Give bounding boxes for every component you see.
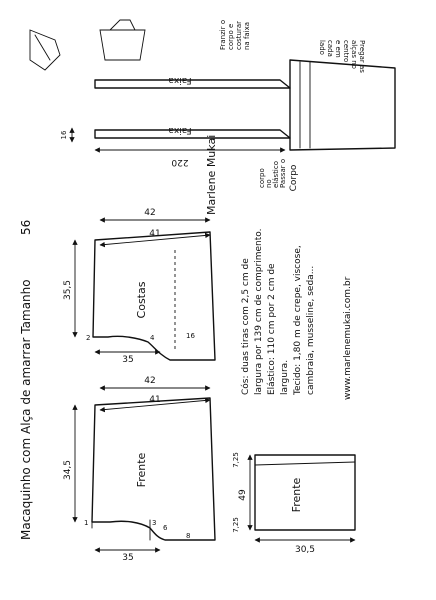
signature: Marlene Mukai [205, 134, 218, 215]
width-16: 16 [60, 130, 68, 140]
note-top-2: alças no [350, 40, 358, 69]
costas-crotch-small-2: 4 [150, 334, 155, 342]
note-top-6: lado [318, 40, 326, 55]
costas-side-top: 35,5 [63, 279, 73, 301]
pattern-title: Macaquinho com Alça de amarrar Tamanho [19, 279, 33, 540]
cos-side-left: 7,25 [232, 517, 240, 533]
costas-crotch-small-1: 2 [86, 334, 91, 342]
frente-side-top: 34,5 [63, 459, 73, 481]
costas-name: Costas [135, 281, 148, 319]
note-left-2: corpo e [227, 23, 235, 50]
cos-length: 49 [238, 489, 248, 501]
note-bottom-4: corpo [258, 168, 266, 188]
faixa-bottom-label: Faixa [168, 125, 192, 135]
frente-crotch-width: 35 [122, 553, 134, 563]
frente-crotch-small-4: 8 [186, 532, 191, 540]
note-line-4: largura. [280, 359, 290, 395]
frente-crotch-small-3: 6 [163, 524, 168, 532]
costas-length-inner: 41 [149, 229, 161, 239]
length-220: 220 [171, 157, 189, 167]
note-line-3: Elástico: 110 cm por 2 cm de [267, 263, 277, 395]
costas-crotch-width: 35 [122, 355, 134, 365]
frente-length-outer: 42 [144, 376, 156, 386]
note-bottom-2: elástico [272, 160, 280, 188]
frente-name: Frente [135, 452, 148, 488]
website: www.marlenemukai.com.br [343, 276, 353, 400]
notes-block [240, 229, 353, 400]
corpo-label: Corpo [289, 164, 299, 192]
costas-length-outer: 42 [144, 208, 156, 218]
note-bottom-3: no [265, 179, 273, 188]
frente-crotch-small-1: 1 [84, 519, 89, 527]
frente-piece [63, 376, 215, 563]
cos-frente-piece [232, 452, 355, 555]
frente-crotch-small-2: 3 [152, 519, 157, 527]
note-top-4: e em [334, 40, 342, 58]
note-left-4: na faixa [243, 21, 251, 50]
note-left-3: costurar [235, 20, 243, 50]
cos-name: Frente [290, 477, 303, 513]
note-top-3: centro [342, 40, 350, 63]
costas-piece [63, 208, 215, 365]
note-line-1: Cós: duas tiras com 2,5 cm de [241, 258, 251, 395]
note-top-5: cada [326, 40, 334, 57]
frente-length-inner: 41 [149, 395, 161, 405]
note-left-1: Franzir o [219, 19, 227, 50]
note-bottom-1: Passar o [279, 158, 287, 188]
costas-crotch-small-3: 16 [186, 332, 195, 340]
note-top-1: Pregar as [358, 40, 366, 73]
cos-top-width: 7,25 [232, 452, 240, 468]
faixa-top-label: Faixa [168, 75, 192, 85]
note-line-6: cambraia, musseline, seda... [306, 265, 316, 395]
note-line-5: Tecido: 1,80 m de crepe, viscose, [293, 245, 303, 395]
pattern-size: 56 [19, 219, 33, 235]
note-line-2: largura por 139 cm de comprimento. [254, 228, 264, 395]
cos-width-bottom: 30,5 [294, 545, 316, 555]
